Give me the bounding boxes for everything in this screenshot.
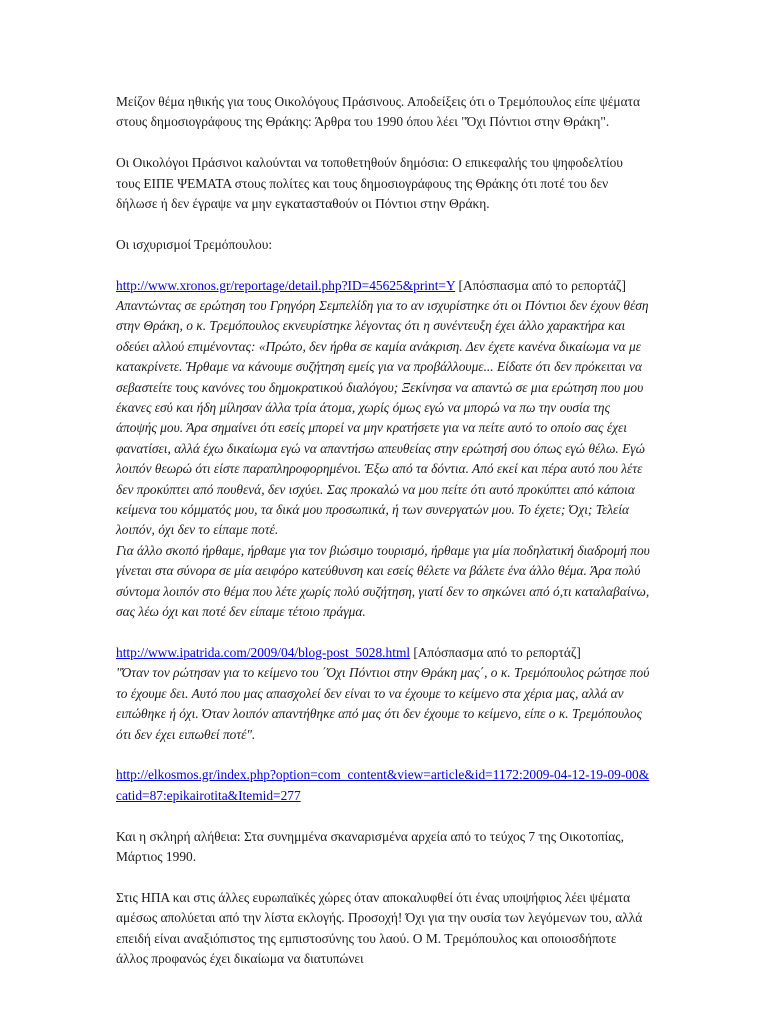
source-1-note: [Απόσπασμα από το ρεπορτάζ]	[455, 277, 626, 293]
source-1-block	[116, 276, 650, 623]
source-2-block	[116, 643, 650, 745]
source-2-quote: "Όταν τον ρώτησαν για το κείμενο του ΄Όχι Πόντιοι στην Θράκη μας΄, ο κ. Τρεμόπουλος ρώτησε πού το έχουμε δει. Αυτό που μας απασχολεί δεν είναι το να έχουμε το κείμενο στα χέρια μας, αλλά αν ειπώθηκε ή όχι. Όταν λοιπόν απαντήθηκε από μας ότι δεν έχουμε το κείμενο, είπε ο κ. Τρεμόπουλος ότι δεν έχει ειπωθεί ποτέ".	[116, 665, 650, 742]
source-2-note: [Απόσπασμα από το ρεπορτάζ]	[410, 644, 581, 660]
source-3-link[interactable]: http://elkosmos.gr/index.php?option=com_content&view=article&id=1172:2009-04-12-19-09-00&catid=87:epikairotita&Itemid=277	[116, 767, 650, 803]
claims-heading: Οι ισχυρισμοί Τρεμόπουλου:	[116, 236, 273, 252]
document-body	[116, 92, 650, 990]
source-1-link[interactable]: http://www.xronos.gr/reportage/detail.php?ID=45625&print=Y	[116, 277, 456, 293]
call-paragraph: Οι Οικολόγοι Πράσινοι καλούνται να τοποθετηθούν δημόσια: Ο επικεφαλής του ψηφοδελτίου τους ΕΙΠΕ ΨΕΜΑΤΑ στους πολίτες και τους δημοσιογράφους της Θράκης ότι ποτέ του δεν δήλωσε ή δεν έγραψε να μην εγκατασταθούν οι Πόντιοι στην Θράκη.	[116, 155, 623, 212]
source-2-link[interactable]: http://www.ipatrida.com/2009/04/blog-post_5028.html	[116, 644, 411, 660]
closing-paragraph: Στις ΗΠΑ και στις άλλες ευρωπαϊκές χώρες όταν αποκαλυφθεί ότι ένας υποψήφιος λέει ψέματα αμέσως απολύεται από την λίστα εκλογής. Προσοχή! Όχι για την ουσία των λεγόμενων του, αλλά επειδή είναι αναξιόπιστος της εμπιστοσύνης του λαού. Ο Μ. Τρεμόπουλος και οποιοσδήποτε άλλος προφανώς έχει δικαίωμα να διατυπώνει	[116, 889, 643, 966]
source-3-block	[116, 765, 650, 806]
source-1-quote-1: Απαντώντας σε ερώτηση του Γρηγόρη Σεμπελίδη για το αν ισχυρίστηκε ότι οι Πόντιοι δεν έχουν θέση στην Θράκη, ο κ. Τρεμόπουλος εκνευρίστηκε λέγοντας ότι η συνέντευξη έχει άλλο χαρακτήρα και οδεύει αλλού επιμένοντας: «Πρώτο, δεν ήρθα σε καμία ανάκριση. Δεν έχετε κανένα δικαίωμα να με κατακρίνετε. Ήρθαμε να κάνουμε συζήτηση εμείς για να προβάλλουμε... Είδατε ότι δεν πρόκειται να σεβαστείτε τους κανόνες του δημοκρατικού διαλόγου; Ξεκίνησα να απαντώ σε μια ερώτηση που μου έκανες εσύ και ήδη μίλησαν άλλα τρία άτομα, χωρίς όμως εγώ να μπορώ να πω την ουσία της άποψής μου. Άρα σημαίνει ότι εσείς μπορεί να μην κρατήσετε για να πείτε αυτό το οποίο σας έχει φανατίσει, αλλά έχω δικαίωμα εγώ να απαντήσω απευθείας στην ερώτησή σου όπως εγώ θέλω. Εγώ λοιπόν θεωρώ ότι είστε παραπληροφορημένοι. Έξω από τα δόντια. Από εκεί και πέρα αυτό που λέτε δεν προκύπτει από πουθενά, δεν ισχύει. Σας προκαλώ να μου πείτε ότι αυτό προκύπτει από κάποια κείμενα του κόμματός μου, τα δικά μου προσωπικά, ή των συνεργατών μου. Το έχετε; Όχι; Τελεία λοιπόν, όχι δεν το είπαμε ποτέ.	[116, 298, 649, 538]
intro-paragraph: Μείζον θέμα ηθικής για τους Οικολόγους Πράσινους. Αποδείξεις ότι ο Τρεμόπουλος είπε ψέματα στους δημοσιογράφους της Θράκης: Άρθρα του 1990 όπου λέει "Όχι Πόντιοι στην Θράκη".	[116, 94, 641, 130]
truth-paragraph: Και η σκληρή αλήθεια: Στα συνημμένα σκαναρισμένα αρχεία από το τεύχος 7 της Οικοτοπίας, Μάρτιος 1990.	[116, 828, 624, 864]
source-1-quote-2: Για άλλο σκοπό ήρθαμε, ήρθαμε για τον βιώσιμο τουρισμό, ήρθαμε για μία ποδηλατική διαδρομή που γίνεται στα σύνορα σε μία αειφόρο κατεύθυνση και εσείς θέλετε να βάλετε ένα άλλο θέμα. Άρα πολύ σύντομα λοιπόν στο θέμα που λέτε χωρίς πολύ συζήτηση, γιατί δεν το σηκώνει από ό,τι καταλαβαίνω, σας λέω όχι και ποτέ δεν είπαμε τέτοιο πράγμα.	[116, 542, 650, 620]
